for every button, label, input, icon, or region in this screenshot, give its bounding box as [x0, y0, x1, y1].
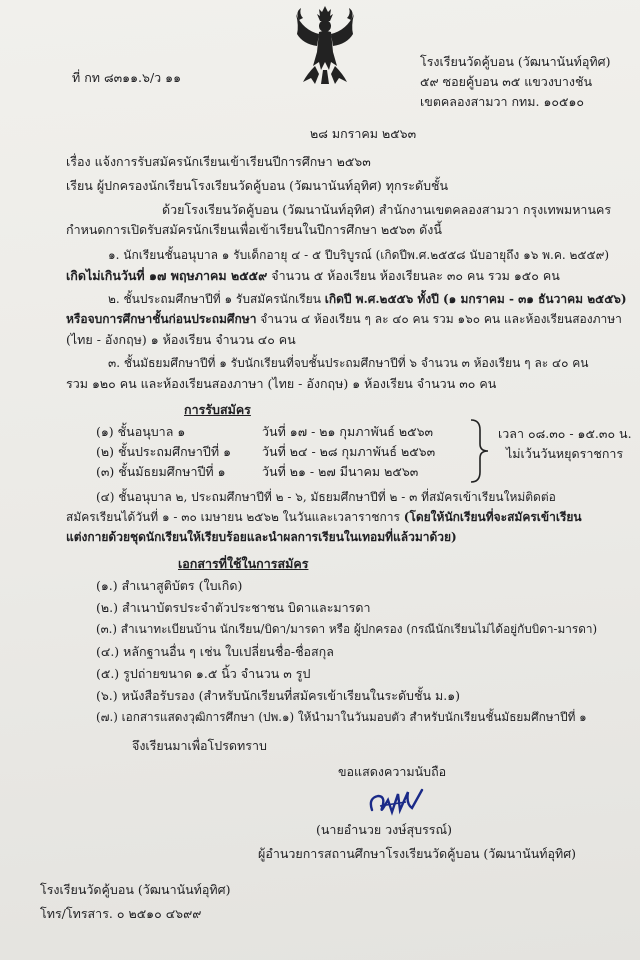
- recipient-line: เรียน ผู้ปกครองนักเรียนโรงเรียนวัดคู้บอน (วัฒนานันท์อุทิศ) ทุกระดับชั้น: [66, 178, 449, 193]
- document-item: (๒.) สำเนาบัตรประจำตัวประชาชน บิดาและมารดา: [96, 600, 371, 615]
- no-holiday-note: ไม่เว้นวันหยุดราชการ: [506, 446, 624, 461]
- brace-icon: [468, 418, 490, 484]
- footer-phone: โทร/โทรสาร. ๐ ๒๕๑๐ ๔๖๙๙: [40, 906, 202, 921]
- document-item: (๕.) รูปถ่ายขนาด ๑.๕ นิ้ว จำนวน ๓ รูป: [96, 666, 311, 681]
- item-2-birth-year: เกิดปี พ.ศ.๒๕๕๖ ทั้งปี (๑ มกราคม - ๓๑ ธันวาคม ๒๕๕๖): [324, 292, 627, 306]
- signer-name: (นายอำนวย วงษ์สุบรรณ์): [316, 822, 452, 837]
- item-3-line-2: รวม ๑๒๐ คน และห้องเรียนสองภาษา (ไทย - อังกฤษ) ๑ ห้องเรียน จำนวน ๓๐ คน: [66, 376, 497, 391]
- document-item: (๗.) เอกสารแสดงวุฒิการศึกษา (ปพ.๑) ให้นำมาในวันมอบตัว สำหรับนักเรียนชั้นมัธยมศึกษาปีที่ ๑: [96, 710, 587, 724]
- intro-line-1: ด้วยโรงเรียนวัดคู้บอน (วัฒนานันท์อุทิศ) สำนักงานเขตคลองสามวา กรุงเทพมหานคร: [162, 202, 612, 217]
- item-2-line-1: [108, 292, 627, 307]
- regards-line: ขอแสดงความนับถือ: [338, 764, 447, 779]
- item-3-line-1: ๓. ชั้นมัธยมศึกษาปีที่ ๑ รับนักเรียนที่จบชั้นประถมศึกษาปีที่ ๖ จำนวน ๓ ห้องเรียน ๆ ละ ๔๐ คน: [108, 356, 589, 370]
- schedule-dates-2: วันที่ ๒๔ - ๒๘ กุมภาพันธ์ ๒๕๖๓: [262, 444, 436, 459]
- footer-school: โรงเรียนวัดคู้บอน (วัฒนานันท์อุทิศ): [40, 882, 231, 897]
- document-item: (๔.) หลักฐานอื่น ๆ เช่น ใบเปลี่ยนชื่อ-ชื่อสกุล: [96, 644, 334, 659]
- school-address-street: ๕๙ ซอยคู้บอน ๓๕ แขวงบางชัน: [420, 74, 593, 89]
- document-number: ที่ กท ๘๓๑๑.๖/ว ๑๑: [72, 70, 182, 85]
- item-2-line-3: (ไทย - อังกฤษ) ๑ ห้องเรียน จำนวน ๔๐ คน: [66, 332, 296, 347]
- signature-mark: [366, 780, 442, 820]
- document-item: (๓.) สำเนาทะเบียนบ้าน นักเรียน/บิดา/มารดา หรือ ผู้ปกครอง (กรณีนักเรียนไม่ได้อยู่กับบิดา-มารดา): [96, 622, 598, 636]
- school-address-district: เขตคลองสามวา กทม. ๑๐๕๑๐: [420, 94, 585, 109]
- item-2-capacity: จำนวน ๔ ห้องเรียน ๆ ละ ๔๐ คน รวม ๑๖๐ คน และห้องเรียนสองภาษา: [256, 312, 622, 326]
- item-4-note-start: (โดยให้นักเรียนที่จะสมัครเข้าเรียน: [403, 510, 582, 524]
- item-1-line-2: [66, 268, 560, 284]
- subject-line: เรื่อง แจ้งการรับสมัครนักเรียนเข้าเรียนปีการศึกษา ๒๕๖๓: [66, 154, 371, 169]
- garuda-emblem-icon: [293, 4, 357, 86]
- item-2-line-2: [66, 312, 622, 327]
- schedule-level-3: (๓) ชั้นมัธยมศึกษาปีที่ ๑: [96, 464, 226, 479]
- signer-title: ผู้อำนวยการสถานศึกษาโรงเรียนวัดคู้บอน (วัฒนานันท์อุทิศ): [258, 846, 577, 861]
- item-1-line-1: ๑. นักเรียนชั้นอนุบาล ๑ รับเด็กอายุ ๔ - ๕ ปีบริบูรณ์ (เกิดปีพ.ศ.๒๕๕๘ นับอายุถึง ๑๖ พ.ค. ๒๕๕๙): [108, 248, 610, 262]
- schedule-level-1: (๑) ชั้นอนุบาล ๑: [96, 424, 186, 439]
- item-2-level: ๒. ชั้นประถมศึกษาปีที่ ๑ รับสมัครนักเรียน: [108, 292, 325, 306]
- closing-line: จึงเรียนมาเพื่อโปรดทราบ: [132, 738, 267, 753]
- item-1-birth-limit: เกิดไม่เกินวันที่ ๑๗ พฤษภาคม ๒๕๕๙: [66, 268, 268, 283]
- document-item: (๖.) หนังสือรับรอง (สำหรับนักเรียนที่สมัครเข้าเรียนในระดับชั้น ม.๑): [96, 688, 461, 703]
- item-1-capacity: จำนวน ๕ ห้องเรียน ห้องเรียนละ ๓๐ คน รวม ๑๕๐ คน: [267, 268, 560, 283]
- school-name: โรงเรียนวัดคู้บอน (วัฒนานันท์อุทิศ): [420, 54, 611, 69]
- item-4-line-3: แต่งกายด้วยชุดนักเรียนให้เรียบร้อยและนำผลการเรียนในเทอมที่แล้วมาด้วย): [66, 530, 457, 544]
- item-2-preschool: หรือจบการศึกษาชั้นก่อนประถมศึกษา: [66, 312, 257, 326]
- application-heading: การรับสมัคร: [184, 402, 251, 417]
- intro-line-2: กำหนดการเปิดรับสมัครนักเรียนเพื่อเข้าเรียนในปีการศึกษา ๒๕๖๓ ดังนี้: [66, 222, 442, 237]
- schedule-dates-1: วันที่ ๑๗ - ๒๑ กุมภาพันธ์ ๒๕๖๓: [262, 424, 434, 439]
- schedule-dates-3: วันที่ ๒๑ - ๒๗ มีนาคม ๒๕๖๓: [262, 464, 419, 479]
- item-4-line-1: (๔) ชั้นอนุบาล ๒, ประถมศึกษาปีที่ ๒ - ๖, มัธยมศึกษาปีที่ ๒ - ๓ ที่สมัครเข้าเรียนใหม่ติดต่อ: [96, 490, 556, 504]
- item-4-line-2: [66, 510, 582, 525]
- document-item: (๑.) สำเนาสูติบัตร (ใบเกิด): [96, 578, 243, 593]
- schedule-level-2: (๒) ชั้นประถมศึกษาปีที่ ๑: [96, 444, 232, 459]
- time-note: เวลา ๐๘.๓๐ - ๑๕.๓๐ น.: [498, 426, 632, 441]
- document-date: ๒๘ มกราคม ๒๕๖๓: [310, 126, 417, 141]
- documents-heading: เอกสารที่ใช้ในการสมัคร: [178, 556, 309, 571]
- item-4-dates: สมัครเรียนได้วันที่ ๑ - ๓๐ เมษายน ๒๕๖๒ ในวันและเวลาราชการ: [66, 510, 404, 524]
